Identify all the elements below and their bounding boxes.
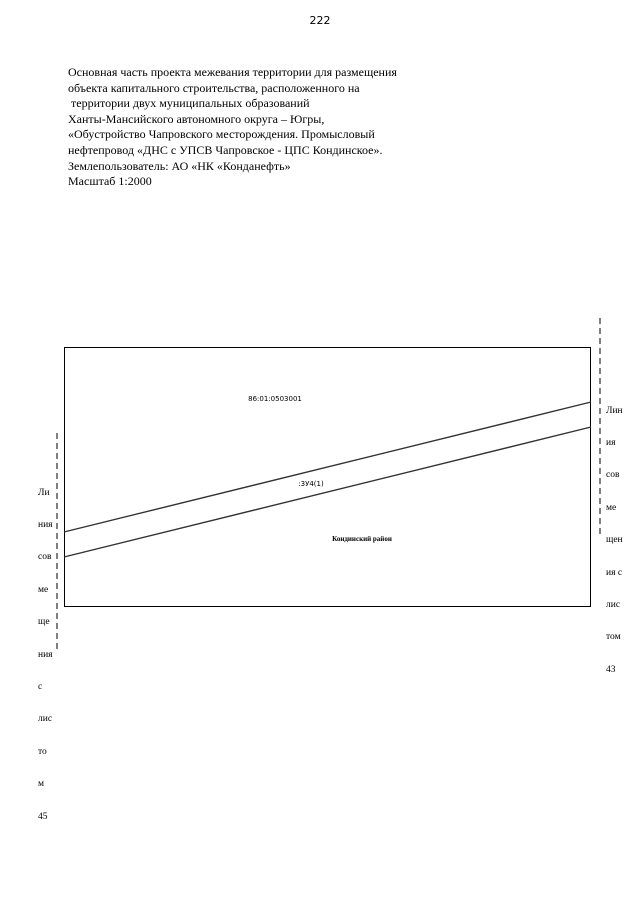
header-line: «Обустройство Чапровского месторождения. Промысловый xyxy=(68,127,375,142)
label-fragment: лис xyxy=(606,599,621,610)
page-number: 222 xyxy=(309,14,331,27)
label-fragment: щен xyxy=(606,535,623,546)
corridor-boundary-upper xyxy=(64,402,591,532)
label-fragment: ния xyxy=(38,649,53,660)
header-line: объекта капитального строительства, расположенного на xyxy=(68,80,360,95)
parcel-label: :3У4(1) xyxy=(298,480,324,488)
label-fragment: ния xyxy=(38,519,53,530)
map-frame xyxy=(65,348,591,607)
header-line: Основная часть проекта межевания территории для размещения xyxy=(68,65,397,79)
district-label: Кондинский район xyxy=(332,535,392,543)
match-line-label-sheet-45 xyxy=(38,466,53,833)
label-fragment: сов xyxy=(606,470,620,481)
label-fragment: Лин xyxy=(606,405,623,416)
label-fragment: с xyxy=(38,681,43,692)
label-fragment: том xyxy=(606,632,621,643)
label-fragment: ия с xyxy=(606,567,623,578)
label-fragment: Ли xyxy=(38,487,50,498)
header-line: территории двух муниципальных образований xyxy=(68,96,310,111)
label-fragment: лис xyxy=(38,714,53,725)
cadastral-block-label: 86:01:0503001 xyxy=(248,395,302,403)
label-fragment: ия xyxy=(606,437,616,448)
header-line: Ханты-Мансийского автономного округа – Югры, xyxy=(68,111,325,126)
label-fragment: 43 xyxy=(606,664,616,675)
match-line-label-sheet-43 xyxy=(606,384,623,686)
label-fragment: 45 xyxy=(38,811,48,822)
label-fragment: ме xyxy=(606,502,617,513)
label-fragment: м xyxy=(38,779,45,790)
header-line: Землепользователь: АО «НК «Конданефть» xyxy=(68,158,291,173)
label-fragment: то xyxy=(38,746,47,757)
scale-label: Масштаб 1:2000 xyxy=(68,174,152,189)
label-fragment: ме xyxy=(38,584,49,595)
label-fragment: ще xyxy=(38,617,50,628)
header-line: нефтепровод «ДНС с УПСВ Чапровское - ЦПС Кондинское». xyxy=(68,142,383,157)
corridor-boundary-lower xyxy=(64,427,591,557)
label-fragment: сов xyxy=(38,552,52,563)
